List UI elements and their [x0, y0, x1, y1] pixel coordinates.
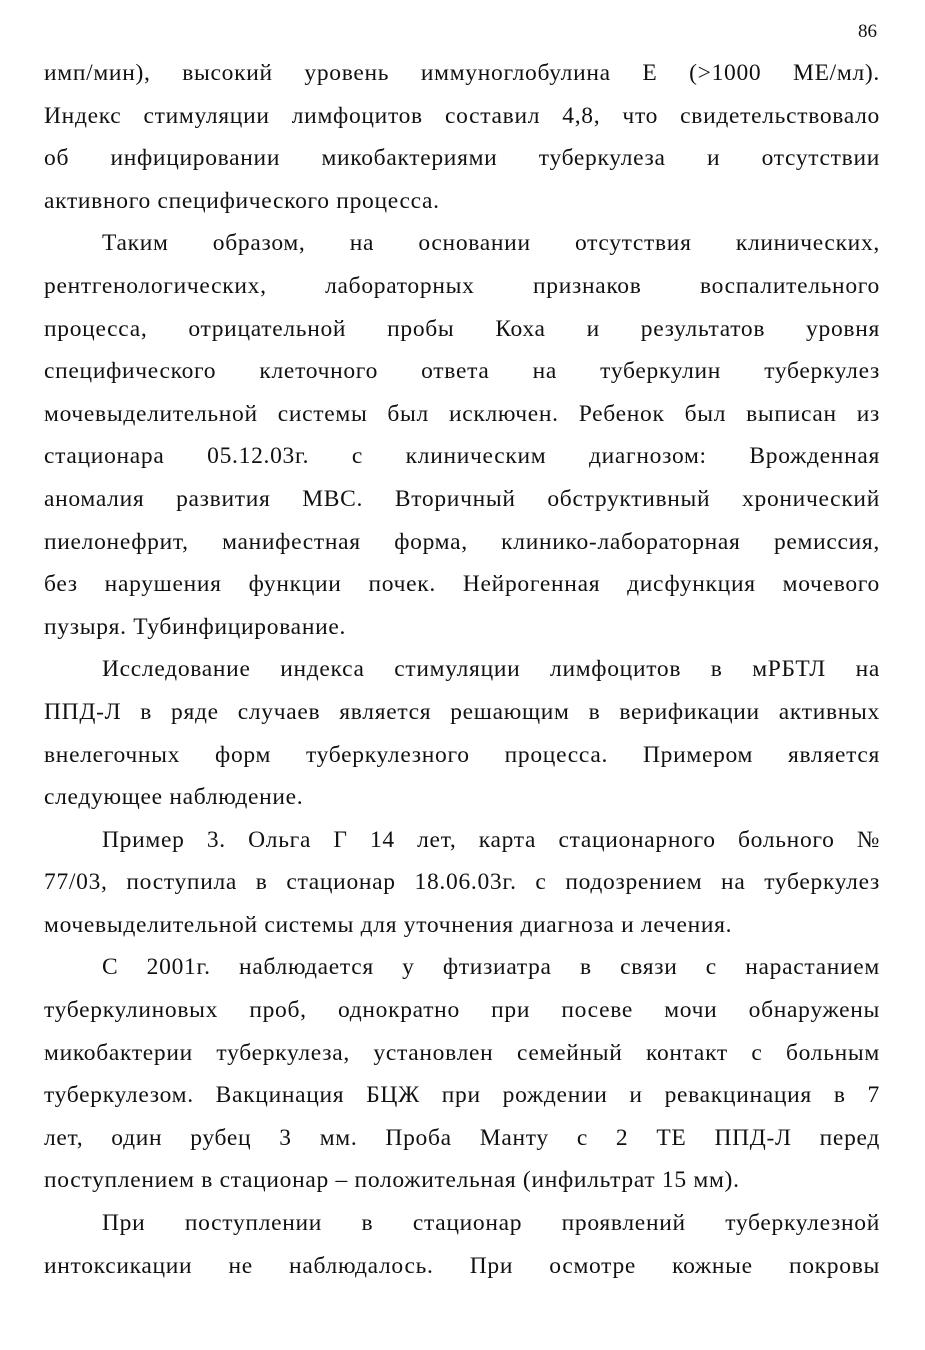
text-line: ППД-Л в ряде случаев является решающим в верификации активных: [44, 698, 880, 725]
text-line: следующее наблюдение.: [44, 784, 304, 811]
text-line: микобактерии туберкулеза, установлен семейный контакт с больным: [44, 1039, 880, 1066]
text-line: интоксикации не наблюдалось. При осмотре кожные покровы: [44, 1252, 880, 1279]
text-line: туберкулиновых проб, однократно при посеве мочи обнаружены: [44, 997, 880, 1024]
text-line: Исследование индекса стимуляции лимфоцитов в мРБТЛ на: [102, 656, 880, 683]
text-line: Пример 3. Ольга Г 14 лет, карта стационарного больного №: [102, 826, 880, 853]
text-line: без нарушения функции почек. Нейрогенная дисфункция мочевого: [44, 571, 880, 598]
text-line: внелегочных форм туберкулезного процесса. Примером является: [44, 741, 880, 768]
text-line: об инфицировании микобактериями туберкулеза и отсутствии: [44, 145, 880, 172]
text-line: С 2001г. наблюдается у фтизиатра в связи с нарастанием: [102, 954, 880, 981]
text-line: процесса, отрицательной пробы Коха и результатов уровня: [44, 315, 880, 342]
text-line: туберкулезом. Вакцинация БЦЖ при рождении и ревакцинация в 7: [44, 1082, 880, 1109]
text-line: пузыря. Тубинфицирование.: [44, 613, 347, 640]
text-line: Таким образом, на основании отсутствия клинических,: [102, 230, 880, 257]
text-line: специфического клеточного ответа на туберкулин туберкулез: [44, 358, 880, 385]
page-number: 86: [858, 21, 877, 42]
text-line: пиелонефрит, манифестная форма, клинико-лабораторная ремиссия,: [44, 528, 880, 555]
text-line: мочевыделительной системы был исключен. Ребенок был выписан из: [44, 400, 880, 427]
body-text: [44, 52, 880, 1287]
text-line: активного специфического процесса.: [44, 187, 440, 214]
text-line: аномалия развития МВС. Вторичный обструктивный хронический: [44, 485, 880, 512]
text-line: рентгенологических, лабораторных признаков воспалительного: [44, 272, 880, 299]
text-line: поступлением в стационар – положительная (инфильтрат 15 мм).: [44, 1167, 740, 1194]
text-line: мочевыделительной системы для уточнения диагноза и лечения.: [44, 911, 733, 938]
text-line: стационара 05.12.03г. с клиническим диагнозом: Врожденная: [44, 443, 880, 470]
text-line: имп/мин), высокий уровень иммуноглобулина Е (>1000 МЕ/мл).: [44, 60, 880, 86]
text-line: Индекс стимуляции лимфоцитов составил 4,8, что свидетельствовало: [44, 102, 880, 129]
text-line: 77/03, поступила в стационар 18.06.03г. с подозрением на туберкулез: [44, 869, 880, 896]
text-line: При поступлении в стационар проявлений туберкулезной: [102, 1210, 880, 1237]
text-line: лет, один рубец 3 мм. Проба Манту с 2 ТЕ ППД-Л перед: [44, 1124, 880, 1151]
